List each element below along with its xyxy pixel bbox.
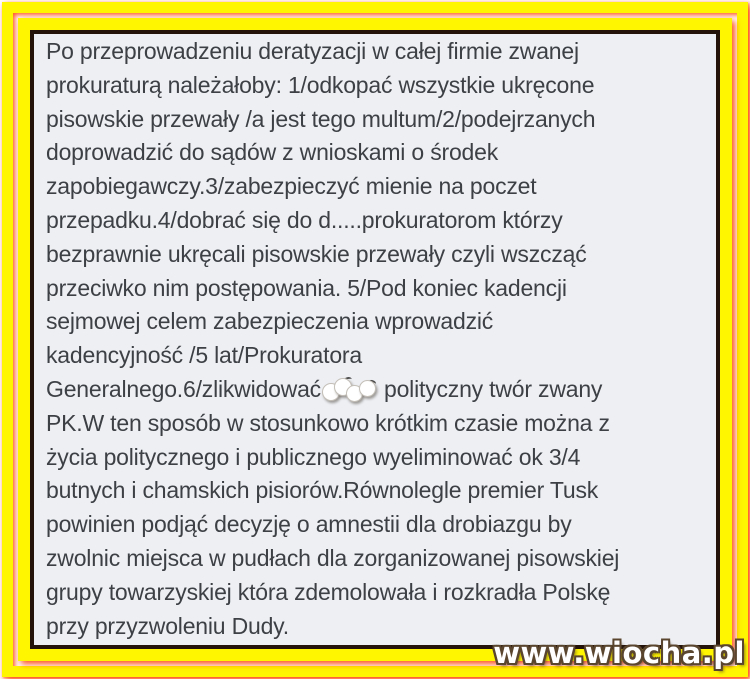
sticker-line-after: polityczny twór zwany — [384, 375, 603, 402]
text-line: butnych i chamskich pisiorów.Równolegle premier Tusk — [46, 477, 599, 504]
inner-yellow-frame — [18, 18, 732, 661]
text-line: życia politycznego i publicznego wyeliminować ok 3/4 — [46, 443, 581, 470]
frame-gap — [13, 13, 737, 666]
text-line: grupy towarzyskiej która zdemolowała i rozkradła Polskę — [46, 578, 611, 605]
post-text-panel — [30, 30, 720, 649]
text-line: przeciwko nim postępowania. 5/Pod koniec kadencji — [46, 274, 567, 301]
text-line: przy przyzwoleniu Dudy. — [46, 612, 289, 639]
text-line: Po przeprowadzeniu deratyzacji w całej firmie zwanej — [46, 38, 579, 64]
text-line: zwolnic miejsca w pudłach dla zorganizowanej pisowskiej — [46, 544, 620, 571]
text-line: prokuraturą należałoby: 1/odkopać wszystkie ukręcone — [46, 71, 595, 98]
post-text — [46, 35, 708, 643]
text-line: PK.W ten sposób w stosunkowo krótkim czasie można z — [46, 409, 610, 436]
text-line: kadencyjność /5 lat/Prokuratora — [46, 342, 362, 369]
sticker-line-before: Generalnego.6/zlikwidować — [46, 375, 321, 402]
watermark: www.wiocha.pl — [493, 636, 745, 670]
censor-circle-icon — [359, 380, 376, 397]
text-line: pisowskie przewały /a jest tego multum/2/podejrzanych — [46, 105, 596, 132]
outer-yellow-frame — [2, 2, 748, 677]
text-line: przepadku.4/dobrać się do d.....prokuratorom którzy — [46, 206, 563, 233]
text-line: sejmowej celem zabezpieczenia wprowadzić — [46, 308, 494, 335]
censor-sticker — [322, 376, 379, 402]
text-line-with-sticker — [46, 373, 708, 407]
text-line: powinien podjąć decyzję o amnestii dla drobiazgu by — [46, 511, 572, 538]
text-line: zapobiegawczy.3/zabezpieczyć mienie na poczet — [46, 173, 537, 200]
text-line: doprowadzić do sądów z wnioskami o środek — [46, 139, 499, 166]
text-line: bezprawnie ukręcali pisowskie przewały czyli wszcząć — [46, 240, 587, 267]
